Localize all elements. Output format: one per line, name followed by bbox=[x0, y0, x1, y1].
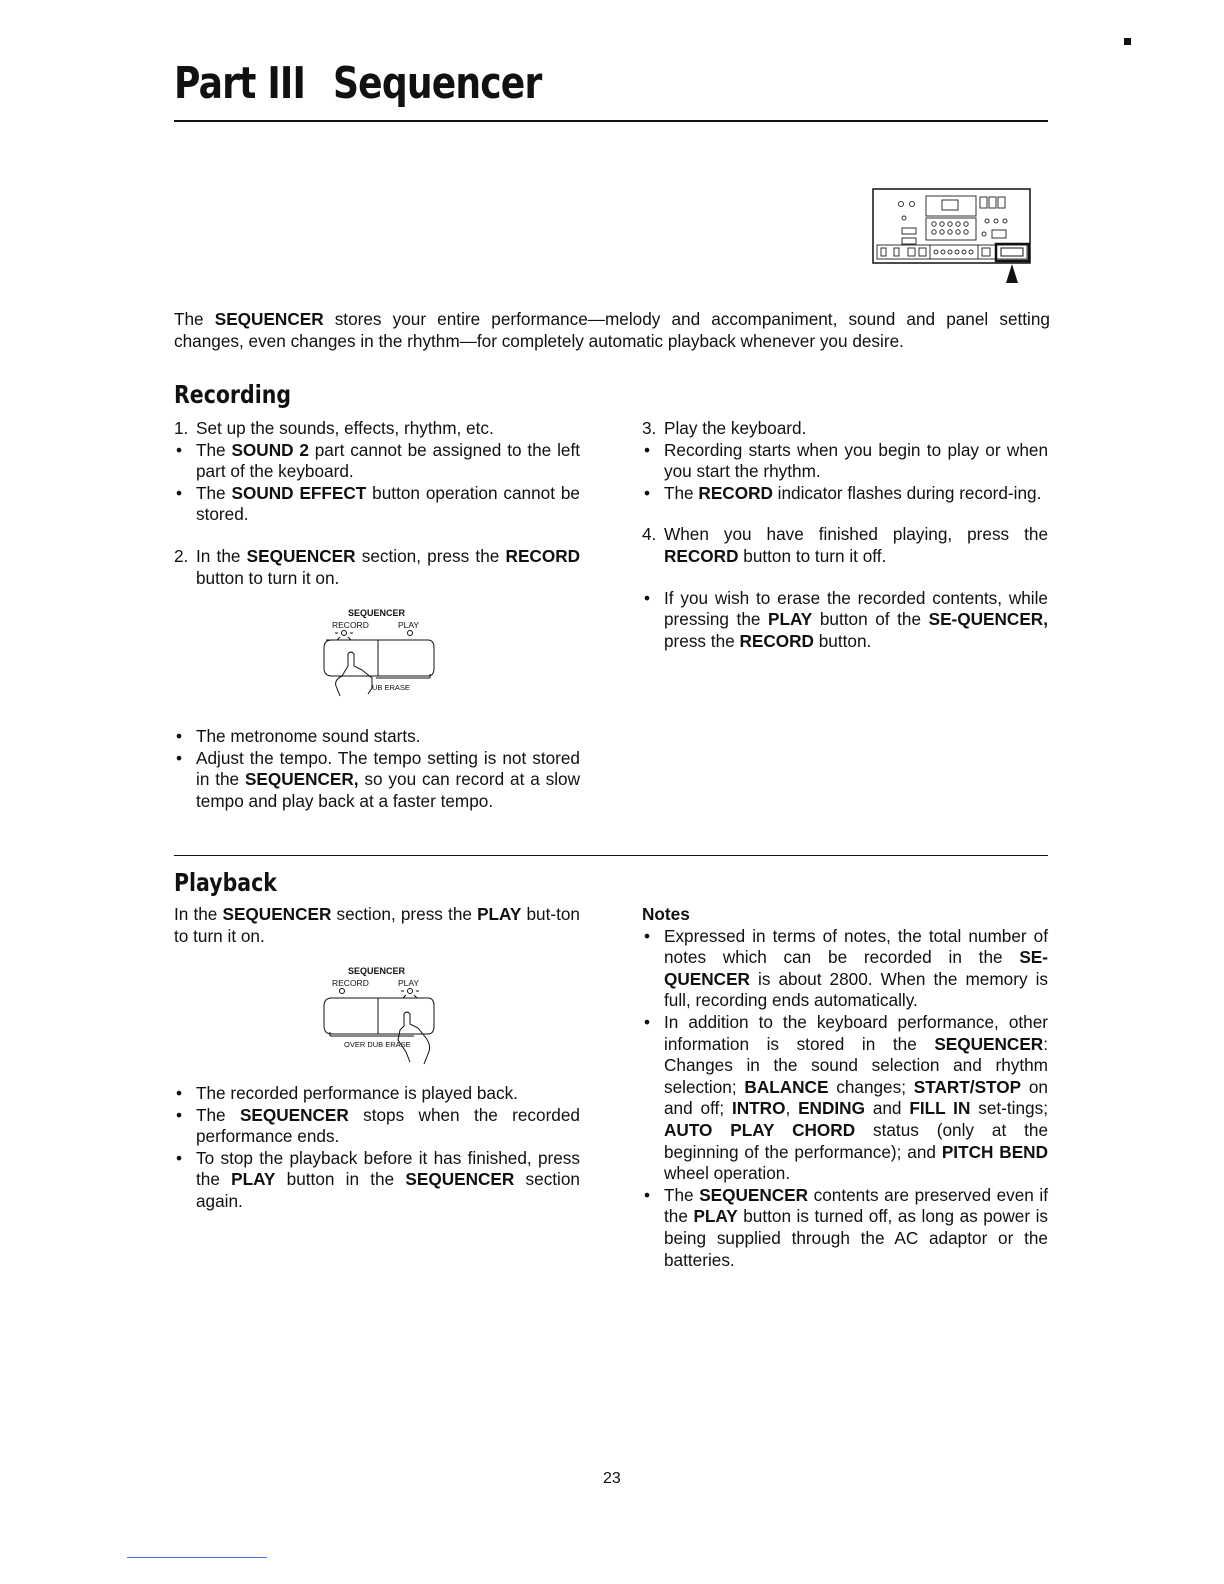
list-item: • The SOUND EFFECT button operation cannot be stored. bbox=[174, 483, 580, 526]
figure-record-label: RECORD bbox=[332, 620, 369, 630]
intro-paragraph: The SEQUENCER stores your entire performance—melody and accompaniment, sound and panel setting changes, even changes in the rhythm—for completely automatic playback whenever you desire. bbox=[174, 309, 1050, 351]
recording-right-column bbox=[642, 418, 1048, 652]
list-item: • The SEQUENCER contents are preserved even if the PLAY button is turned off, as long as power is being supplied through the AC adaptor or the batteries. bbox=[642, 1185, 1048, 1271]
sequencer-record-figure bbox=[318, 608, 448, 704]
erase-note: • If you wish to erase the recorded contents, while pressing the PLAY button of the SE-QUENCER, press the RECORD button. bbox=[642, 588, 1048, 653]
finger-press-record-icon bbox=[318, 608, 448, 704]
step-4: 4. When you have finished playing, press the RECORD button to turn it off. bbox=[642, 524, 1048, 566]
title-rule bbox=[174, 120, 1048, 122]
list-item: • The RECORD indicator flashes during record-ing. bbox=[642, 483, 1048, 505]
list-item: • In addition to the keyboard performance, other information is stored in the SEQUENCER: Changes in the sound selection and rhythm selection; BALANCE changes; START/STOP on and off; INTRO, ENDING and FILL IN set-tings; AUTO PLAY CHORD status (only at the beginning of the performance); and PITCH BEND wheel operation. bbox=[642, 1012, 1048, 1185]
list-item: • The recorded performance is played back. bbox=[174, 1083, 580, 1105]
figure-title: SEQUENCER bbox=[348, 966, 406, 976]
figure-erase-label: OVER DUB ERASE bbox=[344, 1040, 411, 1049]
section-title: Sequencer bbox=[333, 58, 542, 109]
part-label: Part III bbox=[174, 58, 306, 109]
list-item: • Recording starts when you begin to play or when you start the rhythm. bbox=[642, 440, 1048, 483]
figure-play-label: PLAY bbox=[398, 978, 420, 988]
figure-title: SEQUENCER bbox=[348, 608, 406, 618]
recording-heading: Recording bbox=[174, 380, 292, 409]
panel-location-diagram bbox=[872, 188, 1032, 284]
recording-left-column-bottom bbox=[174, 726, 580, 812]
corner-mark bbox=[1124, 38, 1131, 45]
step-1: 1. Set up the sounds, effects, rhythm, etc. bbox=[174, 418, 494, 438]
sequencer-play-figure bbox=[314, 966, 454, 1066]
step-3: 3. Play the keyboard. bbox=[642, 418, 807, 438]
step-2: 2. In the SEQUENCER section, press the RECORD button to turn it on. bbox=[174, 545, 581, 588]
playback-heading: Playback bbox=[174, 868, 277, 897]
list-item: • The metronome sound starts. bbox=[174, 726, 580, 748]
page-number: 23 bbox=[603, 1470, 621, 1487]
list-item: • The SOUND 2 part cannot be assigned to the left part of the keyboard. bbox=[174, 440, 580, 483]
list-item: • Expressed in terms of notes, the total number of notes which can be recorded in the SE-QUENCER is about 2800. When the memory is full, recording ends automatically. bbox=[642, 926, 1048, 1012]
list-item: • The SEQUENCER stops when the recorded performance ends. bbox=[174, 1105, 580, 1148]
recording-left-column bbox=[174, 418, 580, 589]
list-item: • To stop the playback before it has finished, press the PLAY button in the SEQUENCER section again. bbox=[174, 1148, 580, 1213]
finger-press-play-icon bbox=[314, 966, 454, 1066]
figure-play-label: PLAY bbox=[398, 620, 420, 630]
figure-record-label: RECORD bbox=[332, 978, 369, 988]
figure-erase-label: UB ERASE bbox=[372, 683, 410, 692]
page-title bbox=[174, 58, 541, 109]
footer-line bbox=[127, 1557, 267, 1558]
notes-column bbox=[642, 904, 1048, 1271]
list-item: • Adjust the tempo. The tempo setting is not stored in the SEQUENCER, so you can record at a slow tempo and play back at a faster tempo. bbox=[174, 748, 580, 813]
playback-left-column bbox=[174, 1083, 580, 1213]
notes-heading: Notes bbox=[642, 904, 690, 924]
playback-intro: In the SEQUENCER section, press the PLAY but-ton to turn it on. bbox=[174, 904, 580, 946]
section-rule bbox=[174, 855, 1048, 856]
